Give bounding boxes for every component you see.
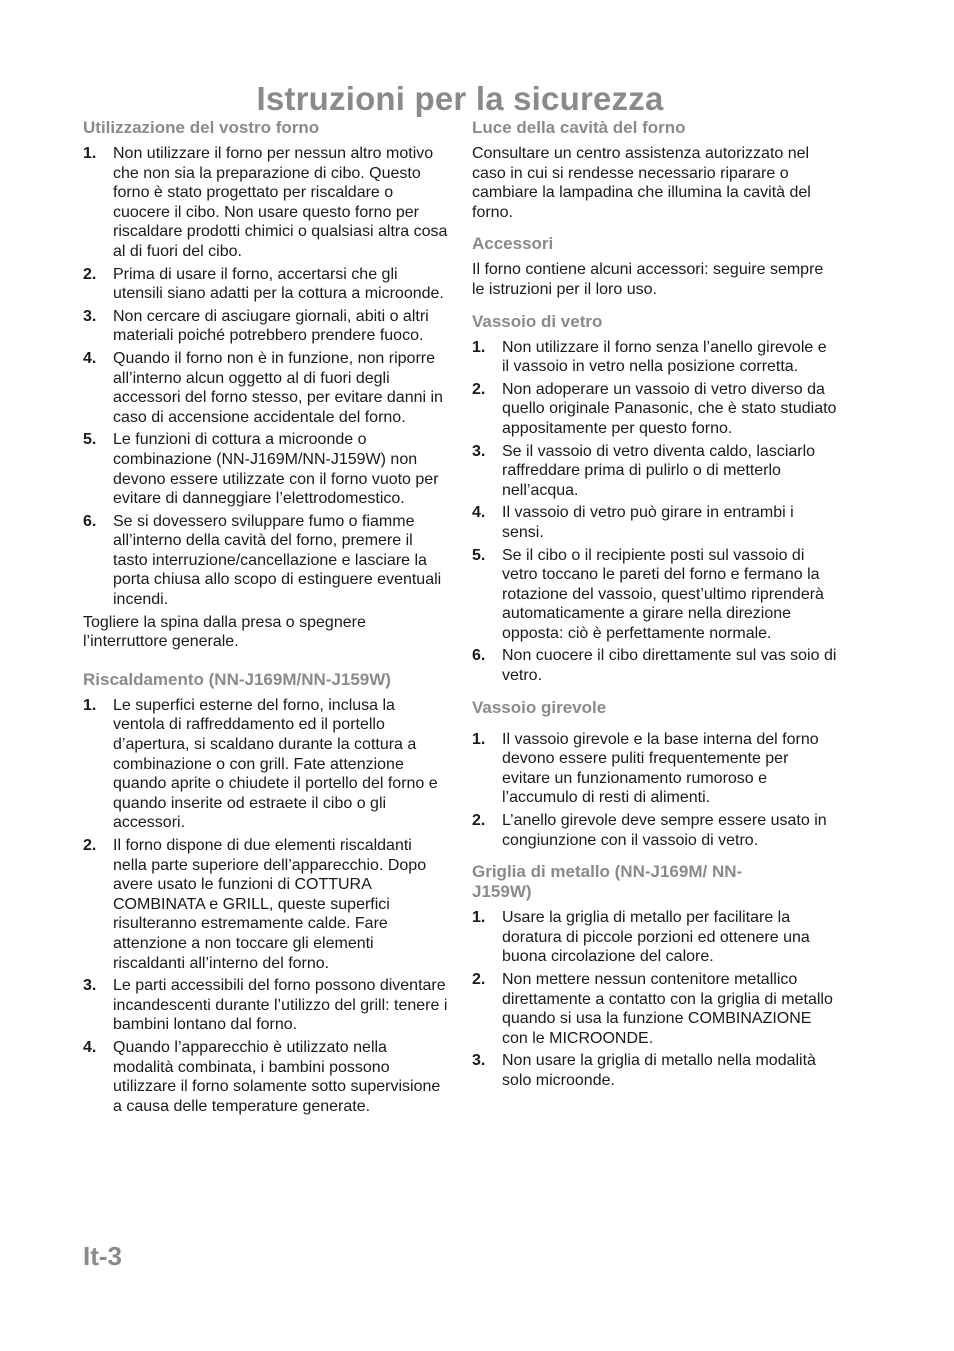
list-item [83, 512, 449, 610]
item-text: Non utilizzare il forno per nessun altro motivo che non sia la preparazione di cibo. Questo forno è stato progettato per riscaldare o cuocere il cibo. Non usare questo forno per riscaldare prodotti chimici o qualsiasi altra cosa al di fuori del cibo. [113, 145, 448, 260]
section-heading: Riscaldamento (NN-J169M/NN-J159W) [83, 669, 391, 689]
list-item [83, 836, 449, 973]
item-text: Non utilizzare il forno senza l’anello girevole e il vassoio in vetro nella posizione corretta. [502, 338, 827, 376]
item-number: 2. [472, 971, 486, 988]
item-number: 1. [83, 145, 97, 162]
list-item [472, 908, 838, 967]
section-heading: Utilizzazione del vostro forno [83, 118, 320, 137]
list-item [472, 646, 838, 685]
item-number: 2. [472, 380, 486, 398]
instruction-list [472, 730, 838, 851]
section-riscaldamento [83, 670, 449, 1116]
section-heading: Vassoio girevole [472, 697, 607, 717]
section-vassoio-girevole [472, 698, 838, 851]
item-text: Il forno dispone di due elementi riscaldanti nella parte superiore dell’apparecchio. Dopo avere usato le funzioni di COTTURA COMBINATA e GRILL, queste superfici risulteranno estremamente calde. Fare attenzione a non toccare gli elementi riscaldanti all’interno del forno. [113, 837, 427, 972]
instruction-list [472, 338, 838, 686]
item-text: Le superfici esterne del forno, inclusa la ventola di raffreddamento ed il portello d’apertura, si scaldano durante la cottura a combinazione o con grill. Fate attenzione quando aprite o chiudete il portello del forno e quando inserite od estraete il cibo o gli accessori. [113, 696, 438, 832]
item-text: Se si dovessero sviluppare fumo o fiamme all’interno della cavità del forno, premere il tasto interruzione/cancellazione e lasciare la porta chiusa allo scopo di estinguere eventuali incendi. [113, 512, 442, 609]
item-text: Se il vassoio di vetro diventa caldo, lasciarlo raffreddare prima di pulirlo o di metterlo nell’acqua. [502, 442, 816, 499]
list-item [472, 1051, 838, 1090]
item-text: Le parti accessibili del forno possono diventare incandescenti durante l’utilizzo del grill: tenere i bambini lontano dal forno. [113, 977, 448, 1034]
item-text: Quando l’apparecchio è utilizzato nella modalità combinata, i bambini possono utilizzare il forno solamente sotto supervisione a causa delle temperature generate. [113, 1038, 441, 1115]
list-item [83, 430, 449, 508]
item-number: 1. [472, 730, 486, 748]
item-number: 4. [472, 504, 486, 522]
item-text: L’anello girevole deve sempre essere usato in congiunzione con il vassoio di vetro. [502, 812, 827, 849]
list-item [472, 546, 838, 644]
item-text: Prima di usare il forno, accertarsi che gli utensili siano adatti per la cottura a microonde. [113, 265, 444, 303]
section-accessori [472, 234, 838, 299]
list-item [472, 503, 838, 542]
section-paragraph: Consultare un centro assistenza autorizzato nel caso in cui si rendesse necessario riparare o cambiare la lampadina che illumina la cavità del forno. [472, 145, 811, 221]
item-text: Non cuocere il cibo direttamente sul vas soio di vetro. [502, 647, 837, 685]
item-number: 5. [472, 546, 486, 564]
section-heading: Luce della cavità del forno [472, 118, 686, 137]
item-text: Non cercare di asciugare giornali, abiti o altri materiali poiché potrebbero prendere fuoco. [113, 307, 429, 345]
list-item [83, 976, 449, 1035]
item-number: 3. [472, 442, 486, 460]
page-title: Istruzioni per la sicurezza [256, 80, 664, 118]
item-text: Usare la griglia di metallo per facilitare la doratura di piccole porzioni ed ottenere una buona circolazione del calore. [502, 909, 810, 966]
item-number: 1. [472, 338, 486, 356]
item-number: 6. [83, 512, 97, 530]
section-heading: Griglia di metallo (NN-J169M/ NN-J159W) [472, 862, 743, 902]
item-text: Le funzioni di cottura a microonde o combinazione (NN-J169M/NN-J159W) non devono essere utilizzate con il forno vuoto per evitare di danneggiare l’elettrodomestico. [113, 431, 439, 508]
instruction-list [83, 696, 449, 1116]
item-text: Se il cibo o il recipiente posti sul vassoio di vetro toccano le pareti del forno e fermano la rotazione del vassoio, quest’ultimo riprenderà automaticamente a girare nella direzione opposta: ciò è perfettamente normale. [502, 546, 824, 642]
item-text: Non adoperare un vassoio di vetro diverso da quello originale Panasonic, che è stato studiato appositamente per questo forno. [502, 380, 837, 437]
item-number: 1. [83, 696, 97, 714]
list-item [83, 144, 449, 262]
list-item [83, 696, 449, 833]
list-item [472, 338, 838, 377]
list-item [472, 811, 838, 850]
item-text: Il vassoio di vetro può girare in entrambi i sensi. [502, 504, 794, 541]
left-column [83, 118, 449, 1128]
item-text: Quando il forno non è in funzione, non riporre all’interno alcun oggetto al di fuori degli accessori del forno stesso, per evitare danni in caso di accensione accidentale del forno. [113, 349, 443, 426]
item-number: 5. [83, 431, 97, 449]
section-griglia [472, 862, 838, 1090]
list-item [83, 307, 449, 346]
item-number: 2. [83, 837, 97, 854]
list-item [472, 730, 838, 808]
section-vassoio-vetro [472, 312, 838, 686]
item-text: Il vassoio girevole e la base interna del forno devono essere puliti frequentemente per evitare un funzionamento rumoroso e l’accumulo di resti di alimenti. [502, 730, 819, 807]
instruction-list [472, 908, 838, 1090]
item-text: Non usare la griglia di metallo nella modalità solo microonde. [502, 1052, 816, 1089]
item-number: 4. [83, 349, 97, 367]
section-heading: Vassoio di vetro [472, 311, 603, 331]
item-number: 1. [472, 909, 486, 927]
list-item [83, 349, 449, 427]
list-item [472, 970, 838, 1048]
item-number: 6. [472, 647, 486, 665]
item-number: 2. [83, 265, 97, 283]
item-number: 3. [83, 977, 97, 995]
list-item [83, 1038, 449, 1116]
item-number: 2. [472, 812, 486, 830]
section-utilizzazione [83, 118, 449, 652]
section-heading: Accessori [472, 234, 554, 254]
list-item [472, 442, 838, 501]
item-number: 4. [83, 1038, 97, 1056]
item-number: 3. [472, 1052, 486, 1070]
list-item [472, 380, 838, 439]
item-text: Non mettere nessun contenitore metallico direttamente a contatto con la griglia di metallo quando si usa la funzione COMBINAZIONE con le MICROONDE. [502, 971, 833, 1047]
list-item [83, 265, 449, 304]
page-number: It-3 [83, 1241, 122, 1271]
extra-note: Togliere la spina dalla presa o spegnere l’interruttore generale. [83, 613, 366, 651]
item-number: 3. [83, 307, 97, 325]
right-column [472, 118, 838, 1103]
instruction-list [83, 144, 449, 610]
section-paragraph: Il forno contiene alcuni accessori: seguire sempre le istruzioni per il loro uso. [472, 261, 824, 298]
section-luce [472, 118, 838, 222]
